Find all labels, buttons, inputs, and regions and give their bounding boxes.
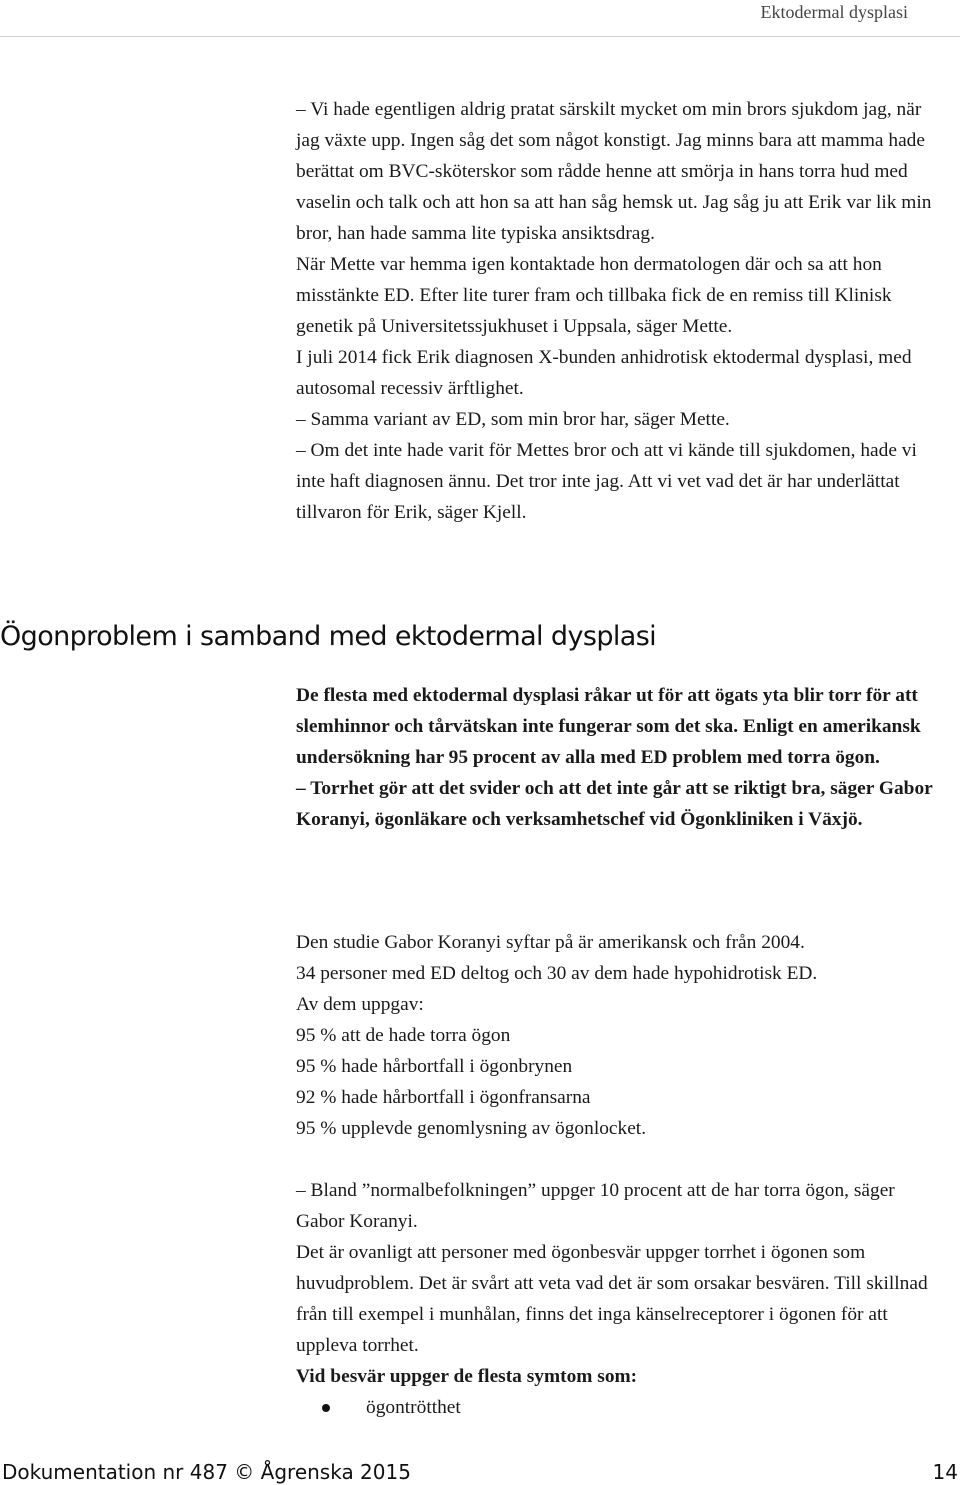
intro-text bbox=[296, 94, 936, 528]
bullet-icon bbox=[322, 1404, 330, 1412]
list-item-label: ögontrötthet bbox=[366, 1397, 461, 1418]
study-text bbox=[296, 927, 936, 1144]
list-item bbox=[296, 1392, 936, 1423]
header-divider bbox=[0, 36, 960, 37]
footer-citation: Dokumentation nr 487 © Ågrenska 2015 bbox=[2, 1460, 411, 1484]
paragraph: I juli 2014 fick Erik diagnosen X-bunden anhidrotisk ektodermal dysplasi, med autosomal recessiv ärftlighet. bbox=[296, 347, 912, 399]
lead-paragraph: De flesta med ektodermal dysplasi råkar ut för att ögats yta blir torr för att slemhinnor och tårvätskan inte fungerar som det ska. Enligt en amerikansk undersökning har 95 procent av alla med ED problem med torra ögon. bbox=[296, 685, 921, 768]
symptoms-heading: Vid besvär uppger de flesta symtom som: bbox=[296, 1366, 638, 1387]
paragraph: 34 personer med ED deltog och 30 av dem hade hypohidrotisk ED. bbox=[296, 963, 818, 984]
paragraph: – Vi hade egentligen aldrig pratat särskilt mycket om min brors sjukdom jag, när jag växte upp. Ingen såg det som något konstigt. Jag minns bara att mamma hade berättat om BVC-sköterskor som rådde henne att smörja in hans torra hud med vaselin och talk och att hon sa att han såg hemsk ut. Jag såg ju att Erik var lik min bror, han hade samma lite typiska ansiktsdrag. bbox=[296, 99, 932, 244]
symptoms-list bbox=[296, 1392, 936, 1423]
paragraph: Det är ovanligt att personer med ögonbesvär uppger torrhet i ögonen som huvudproblem. Det är svårt att veta vad det är som orsakar besvären. Till skillnad från till exempel i munhålan, finns det inga känselreceptorer i ögonen för att uppleva torrhet. bbox=[296, 1242, 928, 1356]
paragraph: – Om det inte hade varit för Mettes bror och att vi kände till sjukdomen, hade vi inte haft diagnosen ännu. Det tror inte jag. Att vi vet vad det är har underlättat tillvaron för Erik, säger Kjell. bbox=[296, 440, 917, 523]
paragraph: När Mette var hemma igen kontaktade hon dermatologen där och sa att hon misstänkte ED. Efter lite turer fram och tillbaka fick de en remiss till Klinisk genetik på Universitetssjukhuset i Uppsala, säger Mette. bbox=[296, 254, 892, 337]
running-header: Ektodermal dysplasi bbox=[760, 2, 908, 22]
stat-line: 95 % upplevde genomlysning av ögonlocket. bbox=[296, 1118, 647, 1139]
stat-line: 95 % att de hade torra ögon bbox=[296, 1025, 511, 1046]
paragraph: Av dem uppgav: bbox=[296, 994, 424, 1015]
stat-line: 95 % hade hårbortfall i ögonbrynen bbox=[296, 1056, 573, 1077]
paragraph: Den studie Gabor Koranyi syftar på är amerikansk och från 2004. bbox=[296, 932, 805, 953]
lead-quote: – Torrhet gör att det svider och att det inte går att se riktigt bra, säger Gabor Koranyi, ögonläkare och verksamhetschef vid Ögonkliniken i Växjö. bbox=[296, 778, 933, 830]
section-title: Ögonproblem i samband med ektodermal dysplasi bbox=[0, 621, 657, 652]
body-text bbox=[296, 1175, 936, 1423]
lead-text bbox=[296, 680, 936, 835]
paragraph: – Bland ”normalbefolkningen” uppger 10 procent att de har torra ögon, säger Gabor Koranyi. bbox=[296, 1180, 895, 1232]
stat-line: 92 % hade hårbortfall i ögonfransarna bbox=[296, 1087, 591, 1108]
paragraph: – Samma variant av ED, som min bror har, säger Mette. bbox=[296, 409, 730, 430]
page-number: 14 bbox=[932, 1460, 958, 1484]
